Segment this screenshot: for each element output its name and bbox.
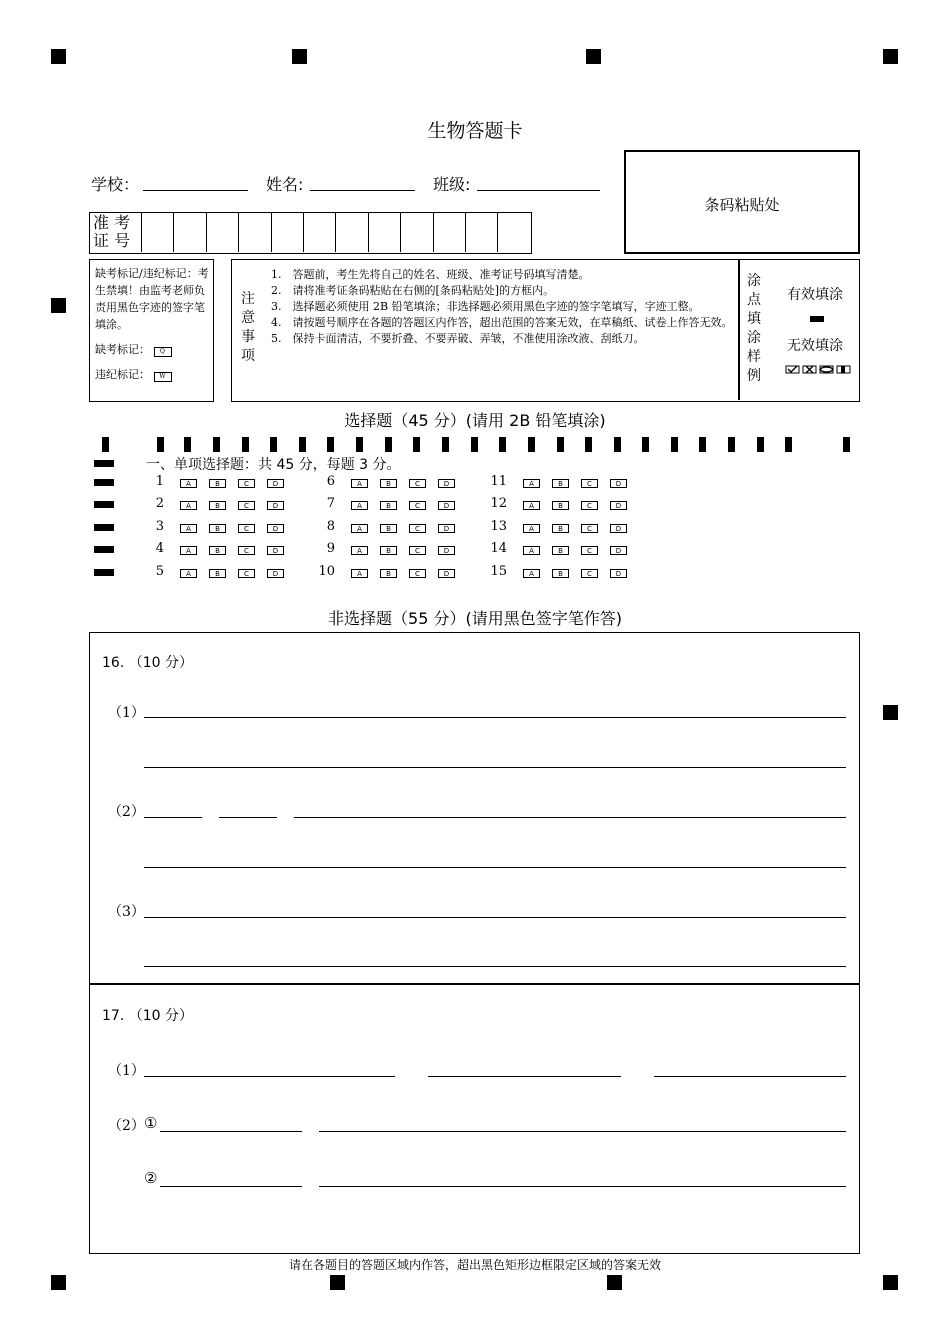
choice-subtitle: 一、单项选择题：共 45 分，每题 3 分。 [146,457,401,473]
answer-bubble-c[interactable]: C [581,524,598,533]
column-timing-mark [671,437,678,452]
column-timing-mark [499,437,506,452]
invalid-fill-samples [785,364,855,376]
exam-id-cell[interactable] [433,213,465,252]
answer-bubble-b[interactable]: B [552,479,569,488]
answer-bubble-c[interactable]: C [581,501,598,510]
column-timing-mark [757,437,764,452]
answer-bubble-d[interactable]: D [267,524,284,533]
question-number: 12 [490,496,507,511]
answer-bubble-d[interactable]: D [610,569,627,578]
invalid-fill-label: 无效填涂 [787,338,843,354]
answer-bubble-c[interactable]: C [238,546,255,555]
q16-part1-label: （1） [108,705,145,721]
row-timing-mark [94,569,114,576]
answer-bubble-c[interactable]: C [409,479,426,488]
exam-id-cell[interactable] [303,213,335,252]
answer-bubble-d[interactable]: D [438,501,455,510]
valid-fill-label: 有效填涂 [787,287,843,303]
q16-part2-blank[interactable] [144,817,202,818]
answer-bubble-a[interactable]: A [180,569,197,578]
nonchoice-section-title: 非选择题（55 分）(请用黑色签字笔作答) [328,609,622,628]
q17-sub1-line[interactable] [319,1131,846,1132]
notes-box [231,259,860,402]
notes-list [271,267,737,347]
violation-mark-box[interactable]: W [154,372,172,382]
absence-instructions: 缺考标记/违纪标记：考生禁填！由监考老师负责用黑色字迹的签字笔填涂。 [95,267,209,331]
column-timing-mark [642,437,649,452]
answer-bubble-c[interactable]: C [409,501,426,510]
registration-mark [607,1275,622,1290]
exam-id-cell[interactable] [141,213,173,252]
column-timing-mark [557,437,564,452]
column-timing-mark [270,437,277,452]
answer-bubble-b[interactable]: B [380,569,397,578]
q16-part2-blank[interactable] [219,817,277,818]
column-timing-mark [442,437,449,452]
exam-id-grid [89,212,532,254]
column-timing-mark [614,437,621,452]
question-number: 4 [155,541,164,556]
answer-bubble-a[interactable]: A [523,501,540,510]
page-title: 生物答题卡 [427,120,523,142]
name-label: 姓名: [266,175,304,194]
answer-bubble-a[interactable]: A [180,479,197,488]
answer-bubble-c[interactable]: C [409,569,426,578]
exam-id-cell[interactable] [465,213,497,252]
column-timing-mark [785,437,792,452]
class-label: 班级: [433,175,471,194]
answer-bubble-a[interactable]: A [180,501,197,510]
q16-answer-area [89,632,860,985]
absent-label: 缺考标记： [95,343,150,356]
question-number: 1 [155,474,164,489]
answer-bubble-b[interactable]: B [209,501,226,510]
row-timing-mark [94,546,114,553]
barcode-label: 条码粘贴处 [704,196,780,214]
column-timing-mark [843,437,850,452]
violation-mark-row [95,366,210,383]
answer-bubble-a[interactable]: A [523,569,540,578]
note-item: 2. 请将准考证条码粘贴在右侧的[条码粘贴处]的方框内。 [271,284,555,297]
question-number: 2 [155,496,164,511]
question-number: 13 [490,519,507,534]
footer-note: 请在各题目的答题区域内作答，超出黑色矩形边框限定区域的答案无效 [288,1258,661,1272]
answer-bubble-d[interactable]: D [438,524,455,533]
answer-bubble-d[interactable]: D [610,524,627,533]
q16-part3-label: （3） [108,904,145,920]
absence-mark-box [89,259,214,402]
column-timing-mark [728,437,735,452]
notes-heading: 注意事项 [241,291,255,364]
column-timing-mark [157,437,164,452]
q17-part1-blank[interactable] [144,1076,395,1077]
valid-fill-sample [810,316,824,322]
column-timing-mark [471,437,478,452]
question-number: 5 [155,564,164,579]
question-number: 14 [490,541,507,556]
registration-mark [330,1275,345,1290]
registration-mark [51,298,66,313]
q17-part2-label: （2） [108,1118,145,1134]
answer-bubble-d[interactable]: D [438,546,455,555]
q17-sub2-blank[interactable] [160,1186,302,1187]
answer-bubble-c[interactable]: C [581,546,598,555]
answer-bubble-b[interactable]: B [209,546,226,555]
answer-bubble-a[interactable]: A [523,546,540,555]
note-item: 3. 选择题必须使用 2B 铅笔填涂；非选择题必须用黑色字迹的签字笔填写，字迹工整。 [271,300,700,313]
answer-bubble-a[interactable]: A [180,524,197,533]
registration-mark [883,1275,898,1290]
registration-mark [883,705,898,720]
column-timing-mark [299,437,306,452]
question-number: 9 [326,541,335,556]
note-item: 1. 答题前，考生先将自己的姓名、班级、准考证号码填写清楚。 [271,268,590,281]
column-timing-mark [213,437,220,452]
answer-bubble-b[interactable]: B [209,524,226,533]
answer-bubble-c[interactable]: C [238,524,255,533]
school-field[interactable] [143,190,248,191]
answer-bubble-c[interactable]: C [409,546,426,555]
answer-bubble-b[interactable]: B [380,524,397,533]
column-timing-mark [184,437,191,452]
answer-bubble-c[interactable]: C [581,479,598,488]
q17-sub1-blank[interactable] [160,1131,302,1132]
barcode-area [624,150,860,254]
fill-example-heading: 涂点填涂样例 [747,273,761,384]
exam-id-cell[interactable] [206,213,238,252]
answer-bubble-d[interactable]: D [267,501,284,510]
note-item: 5. 保持卡面清洁，不要折叠、不要弄破、弄皱，不准使用涂改液、刮纸刀。 [271,332,645,345]
question-number: 15 [490,564,507,579]
answer-bubble-d[interactable]: D [610,501,627,510]
answer-bubble-c[interactable]: C [238,501,255,510]
registration-mark [586,49,601,64]
answer-bubble-b[interactable]: B [209,569,226,578]
column-timing-mark [385,437,392,452]
q17-sub2-label: ② [144,1169,158,1187]
q16-part1-line[interactable] [144,767,846,768]
q16-part3-line[interactable] [144,917,846,918]
answer-bubble-b[interactable]: B [380,501,397,510]
answer-bubble-c[interactable]: C [409,524,426,533]
answer-bubble-b[interactable]: B [380,546,397,555]
q17-part1-label: （1） [108,1063,145,1079]
column-timing-mark [242,437,249,452]
question-number: 3 [155,519,164,534]
q17-label: 17. （10 分） [102,1008,193,1024]
exam-id-cell[interactable] [497,213,529,252]
answer-bubble-a[interactable]: A [523,479,540,488]
q17-sub2-line[interactable] [319,1186,846,1187]
exam-id-label: 准 考 证 号 [93,213,131,250]
q16-part1-line[interactable] [144,717,846,718]
answer-bubble-a[interactable]: A [180,546,197,555]
answer-bubble-b[interactable]: B [552,524,569,533]
registration-mark [51,49,66,64]
row-timing-mark [94,479,114,486]
note-item: 4. 请按题号顺序在各题的答题区内作答，超出范围的答案无效，在草稿纸、试卷上作答无效。 [271,316,733,329]
q17-answer-area [89,983,860,1254]
absent-mark-box[interactable]: Q [154,347,172,357]
answer-bubble-d[interactable]: D [438,479,455,488]
column-timing-mark [102,437,109,452]
q17-part1-blank[interactable] [428,1076,621,1077]
answer-bubble-a[interactable]: A [351,501,368,510]
exam-id-cell[interactable] [238,213,270,252]
answer-bubble-b[interactable]: B [552,501,569,510]
answer-bubble-c[interactable]: C [238,479,255,488]
answer-bubble-a[interactable]: A [351,479,368,488]
exam-id-cell[interactable] [368,213,400,252]
column-timing-mark [327,437,334,452]
question-number: 8 [326,519,335,534]
row-timing-mark [94,524,114,531]
registration-mark [292,49,307,64]
column-timing-mark [356,437,363,452]
absent-mark-row [95,341,210,358]
exam-id-cell[interactable] [335,213,367,252]
registration-mark [883,49,898,64]
answer-bubble-d[interactable]: D [438,569,455,578]
violation-label: 违纪标记： [95,368,150,381]
answer-bubble-d[interactable]: D [267,479,284,488]
exam-id-cell[interactable] [173,213,205,252]
answer-bubble-b[interactable]: B [552,546,569,555]
question-number: 7 [326,496,335,511]
row-timing-mark [94,460,114,467]
answer-bubble-b[interactable]: B [209,479,226,488]
school-label: 学校： [91,175,140,194]
exam-id-cell[interactable] [400,213,432,252]
exam-id-cell[interactable] [271,213,303,252]
q16-part2-label: （2） [108,804,145,820]
name-field[interactable] [310,190,415,191]
answer-bubble-d[interactable]: D [267,569,284,578]
answer-bubble-d[interactable]: D [610,479,627,488]
q16-label: 16. （10 分） [102,655,193,671]
column-timing-mark [585,437,592,452]
answer-bubble-b[interactable]: B [380,479,397,488]
row-timing-mark [94,501,114,508]
answer-bubble-a[interactable]: A [523,524,540,533]
q16-part2-blank[interactable] [294,817,846,818]
answer-bubble-b[interactable]: B [552,569,569,578]
divider [738,260,740,400]
answer-bubble-d[interactable]: D [610,546,627,555]
answer-bubble-c[interactable]: C [581,569,598,578]
column-timing-mark [413,437,420,452]
answer-bubble-a[interactable]: A [351,569,368,578]
answer-bubble-a[interactable]: A [351,524,368,533]
choice-section-title: 选择题（45 分）(请用 2B 铅笔填涂) [344,411,606,430]
column-timing-mark [528,437,535,452]
class-field[interactable] [477,190,600,191]
registration-mark [51,1275,66,1290]
q17-sub1-label: ① [144,1114,158,1132]
q16-part2-line[interactable] [144,867,846,868]
column-timing-mark [699,437,706,452]
answer-bubble-d[interactable]: D [267,546,284,555]
q16-part3-line[interactable] [144,966,846,967]
question-number: 11 [490,474,507,489]
answer-bubble-a[interactable]: A [351,546,368,555]
question-number: 6 [326,474,335,489]
answer-bubble-c[interactable]: C [238,569,255,578]
q17-part1-blank[interactable] [654,1076,846,1077]
question-number: 10 [318,564,335,579]
